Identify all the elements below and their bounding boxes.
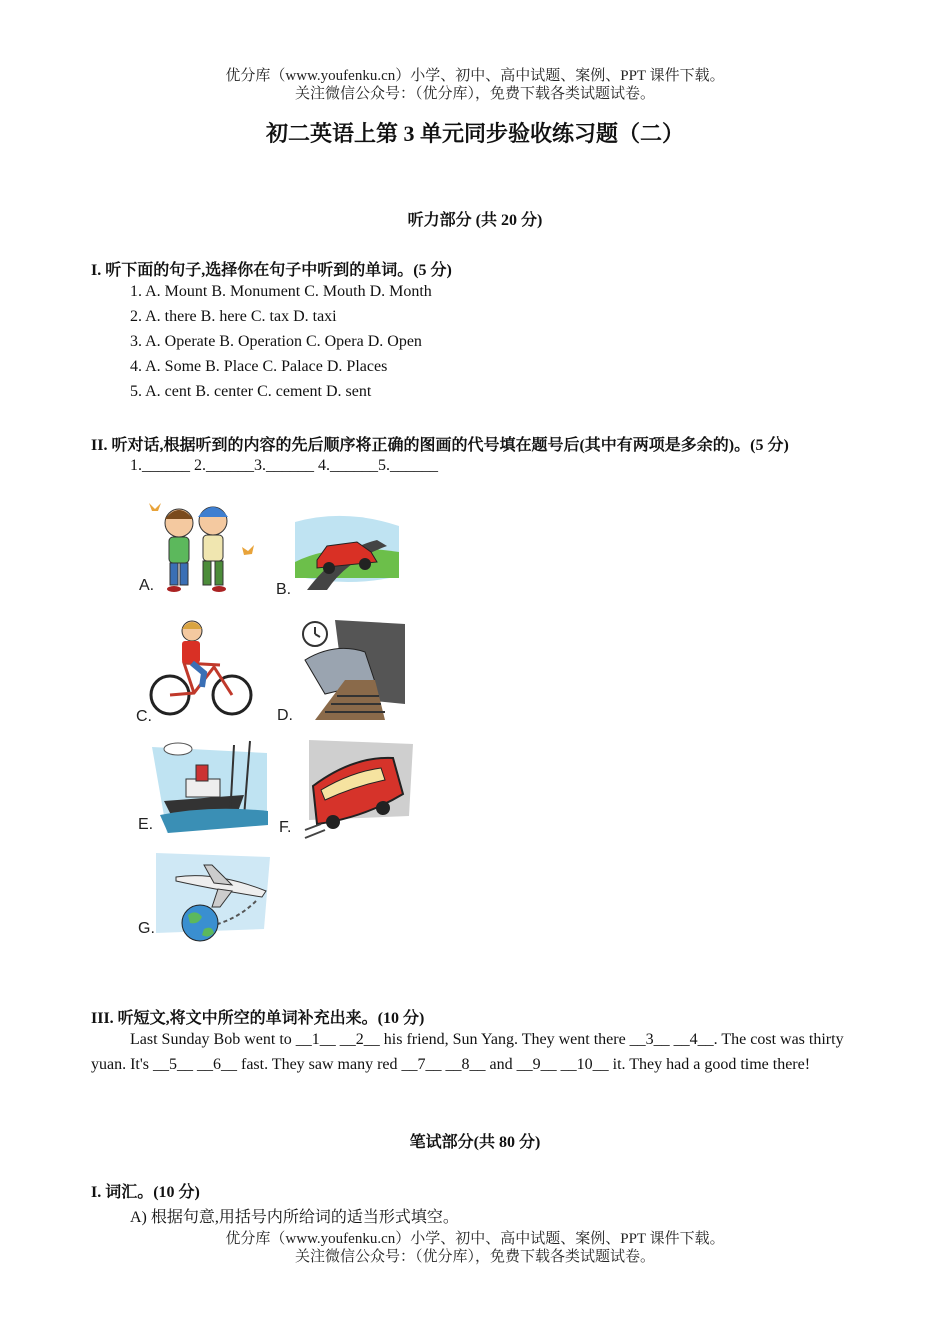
listening-part1-title: I. 听下面的句子,选择你在句子中听到的单词。(5 分) (91, 262, 452, 279)
picture-e (150, 735, 270, 833)
picture-a-label: A. (139, 577, 155, 594)
train-icon (295, 612, 407, 720)
picture-b-label: B. (276, 581, 292, 598)
picture-a (137, 495, 267, 605)
picture-g (156, 851, 272, 943)
bicycle-icon (148, 617, 254, 719)
written-part1-sub-a: A) 根据句意,用括号内所给词的适当形式填空。 (130, 1209, 459, 1226)
picture-g-label: G. (138, 920, 155, 937)
picture-b (287, 512, 407, 592)
question-5: 5. A. cent B. center C. cement D. sent (130, 383, 372, 400)
question-3: 3. A. Operate B. Operation C. Opera D. Open (130, 333, 422, 350)
question-2: 2. A. there B. here C. tax D. taxi (130, 308, 337, 325)
header-line-2: 关注微信公众号：（优分库），免费下载各类试题试卷。 (294, 86, 655, 102)
boys-walking-icon (137, 495, 267, 605)
listening-part3-title: III. 听短文,将文中所空的单词补充出来。(10 分) (91, 1010, 425, 1027)
footer-line-2: 关注微信公众号：（优分库），免费下载各类试题试卷。 (294, 1249, 655, 1265)
ship-icon (150, 735, 270, 833)
listening-heading: 听力部分 (共 20 分) (407, 212, 543, 229)
question-4: 4. A. Some B. Place C. Palace D. Places (130, 358, 388, 375)
picture-d-label: D. (277, 707, 293, 724)
page-title: 初二英语上第 3 单元同步验收练习题（二） (265, 121, 684, 146)
car-icon (287, 512, 407, 592)
written-part1-title: I. 词汇。(10 分) (91, 1184, 200, 1201)
picture-d (295, 612, 407, 720)
footer-line-1: 优分库（www.youfenku.cn）小学、初中、高中试题、案例、PPT 课件下载。 (225, 1231, 725, 1247)
answer-blanks: 1.______ 2.______3.______ 4.______5.______ (130, 457, 438, 474)
written-heading: 笔试部分(共 80 分) (409, 1134, 541, 1151)
header-line-1: 优分库（www.youfenku.cn）小学、初中、高中试题、案例、PPT 课件下载。 (225, 68, 725, 84)
picture-f-label: F. (279, 819, 292, 836)
listening-part2-title: II. 听对话,根据听到的内容的先后顺序将正确的图画的代号填在题号后(其中有两项是多余的)。(5 分) (91, 437, 789, 454)
bus-icon (303, 738, 415, 842)
picture-c (148, 617, 254, 719)
picture-c-label: C. (136, 708, 152, 725)
question-1: 1. A. Mount B. Monument C. Mouth D. Month (130, 283, 432, 300)
airplane-icon (156, 851, 272, 943)
picture-e-label: E. (138, 816, 154, 833)
picture-f (303, 738, 415, 842)
passage-text: Last Sunday Bob went to __1__ __2__ his friend, Sun Yang. They went there __3__ __4__. The cost was thirty yuan. It's __5__ __6__ fast. They saw many red __7__ __8__ and __9__ __10__ it. They had a good time there! (91, 1031, 844, 1073)
